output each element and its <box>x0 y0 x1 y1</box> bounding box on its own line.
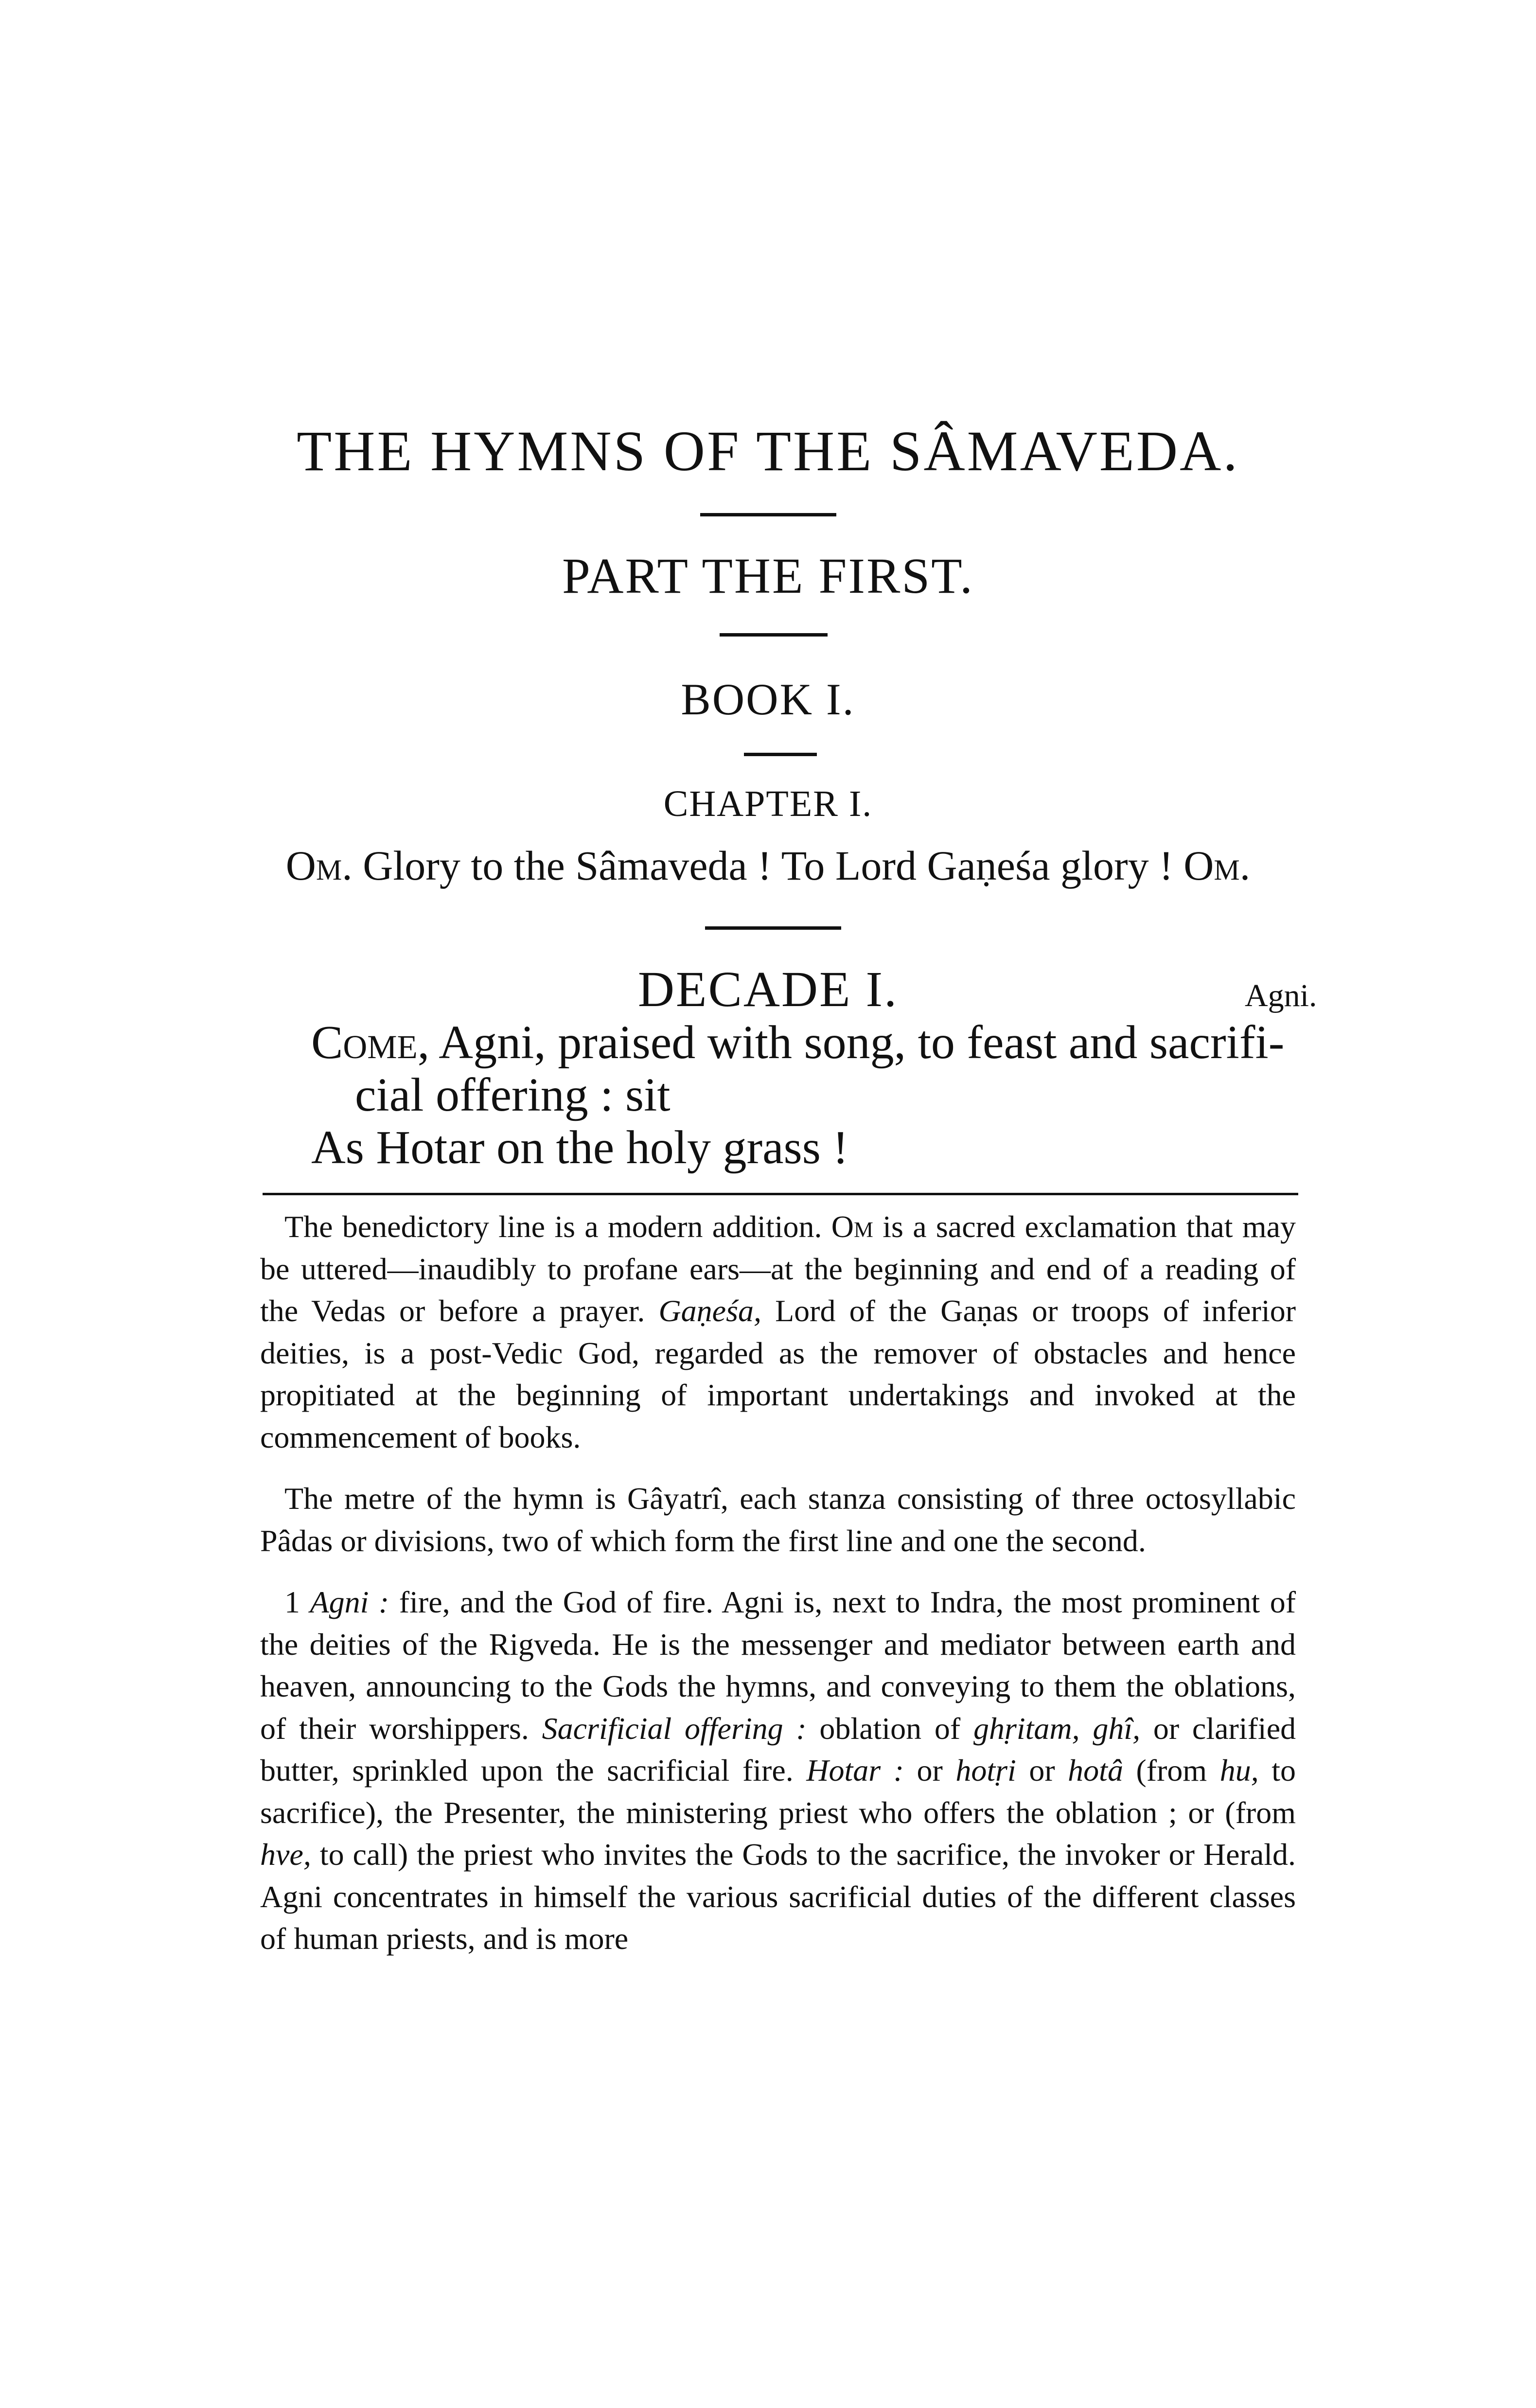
note-term: Gaṇeśa, <box>658 1293 761 1328</box>
note-term: Hotar : <box>806 1753 904 1788</box>
note-text: fire, and the God of fire. Agni is, next to Indra, the most prominent of the deities of the Rigveda. He is the messenger and mediator between earth and heaven, announcing to the Gods the hymns, and conveying to them the oblations, of their worshippers. <box>260 1585 1296 1746</box>
note-text: (from <box>1136 1753 1207 1788</box>
note-term: Agni : <box>310 1585 389 1619</box>
deity-label: Agni. <box>1245 978 1317 1013</box>
note-text: oblation of <box>819 1711 961 1746</box>
hymn-line-1-text: Agni, praised with song, to feast and sacrifi- <box>439 1016 1285 1069</box>
note-term: hotâ <box>1068 1753 1123 1788</box>
note-text: or <box>1029 1753 1055 1788</box>
om-closing: Om. <box>1183 842 1251 889</box>
hymn-line-2: cial offering : sit <box>355 1069 671 1121</box>
note-verse-1 <box>260 1581 1296 1960</box>
note-term: hotṛi <box>955 1753 1016 1788</box>
title-divider <box>700 513 836 516</box>
note-text: or clarified butter, sprinkled upon the sacrificial fire. <box>260 1711 1296 1788</box>
chapter-heading: CHAPTER I. <box>663 783 873 824</box>
hymn-line-1 <box>311 1016 1298 1069</box>
footnote-rule <box>263 1193 1298 1195</box>
decade-heading: DECADE I. <box>637 961 899 1017</box>
note-text: is a sacred exclamation that may be uttered—inaudibly to profane ears—at the beginning and end of a reading of the Vedas or before a prayer. <box>260 1209 1296 1328</box>
note-text: or <box>917 1753 943 1788</box>
hymn-line-3: As Hotar on the holy grass ! <box>311 1121 849 1174</box>
note-text: to sacrifice), the Presenter, the ministering priest who offers the oblation ; or (from <box>260 1753 1296 1830</box>
note-term: hve, <box>260 1837 311 1872</box>
om-opening: Om. <box>285 842 353 889</box>
hymn-first-word: Come, <box>311 1016 430 1069</box>
book-divider <box>744 753 817 756</box>
chapter-divider <box>705 926 841 930</box>
part-heading: PART THE FIRST. <box>562 548 974 604</box>
note-metre: The metre of the hymn is Gâyatrî, each stanza consisting of three octosyllabic Pâdas or divisions, two of which form the first line and one the second. <box>260 1481 1296 1558</box>
hymn-verse <box>311 1016 1298 1174</box>
footnotes <box>260 1206 1296 1980</box>
note-text: The benedictory line is a modern addition. <box>284 1209 822 1244</box>
note-text: to call) the priest who invites the Gods to the sacrifice, the invoker or Herald. Agni concentrates in himself the various sacrificial duties of the different classes of human priests, and is more <box>260 1837 1296 1956</box>
invocation-line <box>0 841 1536 890</box>
note-om: Om <box>831 1209 873 1244</box>
book-heading: BOOK I. <box>681 674 855 724</box>
note-text: Lord of the Gaṇas or troops of inferior deities, is a post-Vedic God, regarded as the remover of obstacles and hence propitiated at the beginning of important undertakings and invoked at the commencement of books. <box>260 1293 1296 1454</box>
invocation-text: Glory to the Sâmaveda ! To Lord Gaṇeśa glory ! <box>363 842 1173 889</box>
note-benediction <box>260 1206 1296 1458</box>
note-term: ghṛitam, ghî, <box>973 1711 1141 1746</box>
part-divider <box>720 633 828 637</box>
note-term: Sacrificial offering : <box>542 1711 807 1746</box>
note-number: 1 <box>284 1585 300 1619</box>
book-title: THE HYMNS OF THE SÂMAVEDA. <box>297 419 1239 483</box>
note-term: hu, <box>1219 1753 1259 1788</box>
